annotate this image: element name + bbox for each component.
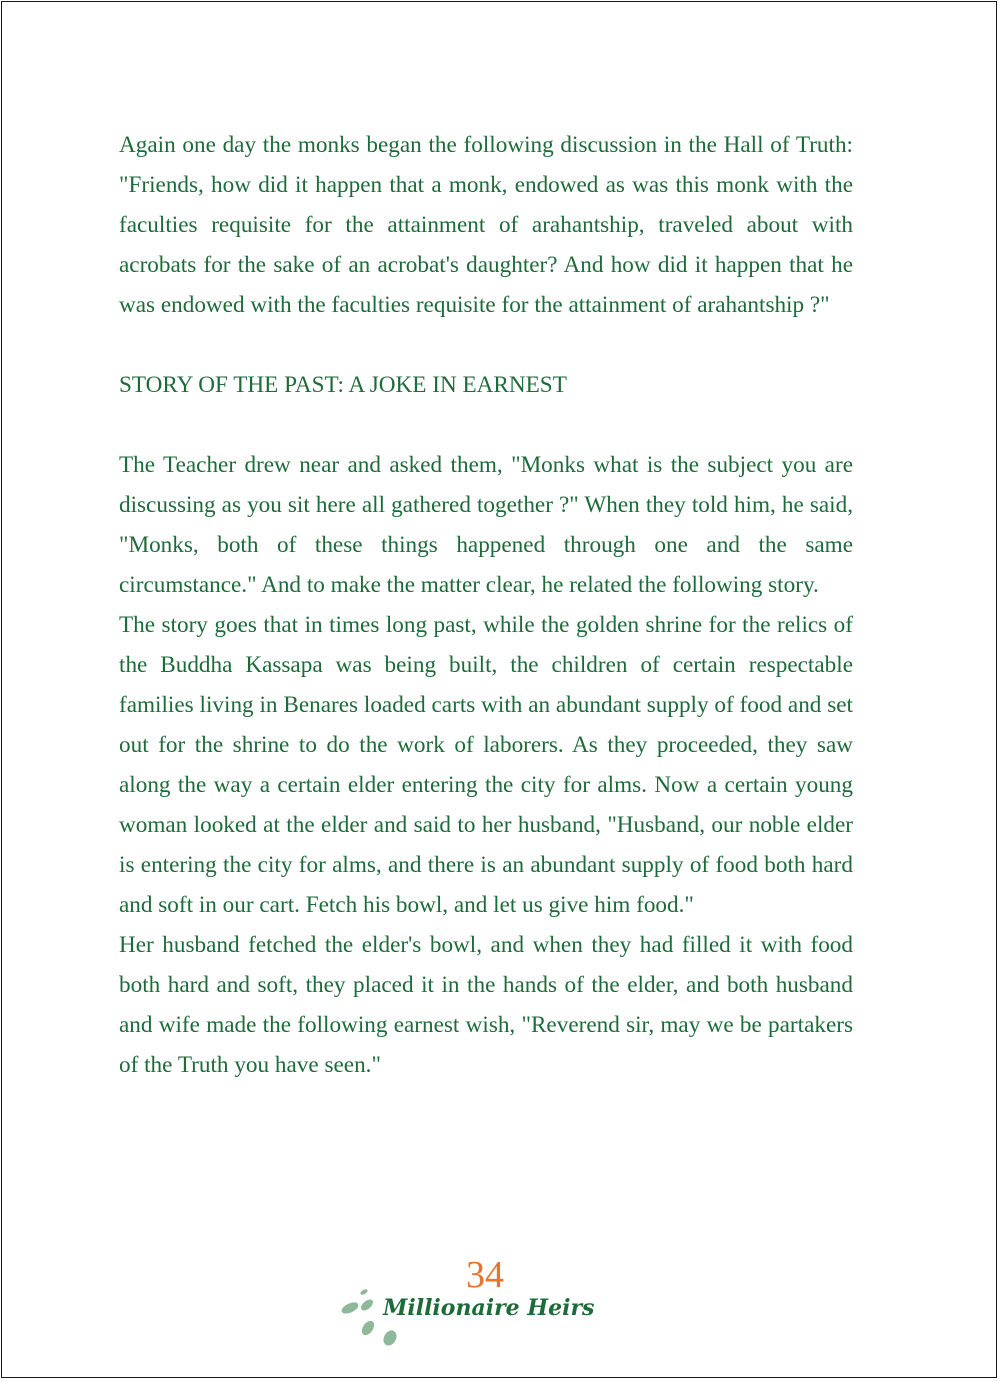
paragraph-spacer xyxy=(119,405,853,445)
page-number: 34 xyxy=(466,1254,504,1296)
section-heading: STORY OF THE PAST: A JOKE IN EARNEST xyxy=(119,372,567,398)
paragraph-spacer xyxy=(119,325,853,365)
paragraph-teacher-asks: The Teacher drew near and asked them, "Monks what is the subject you are discussing as you sit here all gathered together ?" When they told him, he said, "Monks, both of these things happened through one and the same circumstance." And to make the matter clear, he related the following story. xyxy=(119,452,853,598)
paragraph-husband-fetched: Her husband fetched the elder's bowl, and when they had filled it with food both hard and soft, they placed it in the hands of the elder, and both husband and wife made the following earnest wish, "Reverend sir, may we be partakers of the Truth you have seen." xyxy=(119,932,853,1078)
brand-name: Millionaire Heirs xyxy=(383,1295,595,1321)
page-footer xyxy=(0,1255,1000,1365)
paragraph-hall-of-truth: Again one day the monks began the following discussion in the Hall of Truth: "Friends, how did it happen that a monk, endowed as was this monk with the faculties requisite for the attainment of arahantship, traveled about with acrobats for the sake of an acrobat's daughter? And how did it happen that he was endowed with the faculties requisite for the attainment of arahantship ?" xyxy=(119,132,853,318)
page-body xyxy=(119,125,853,1085)
paragraph-story-goes: The story goes that in times long past, while the golden shrine for the relics of the Buddha Kassapa was being built, the children of certain respectable families living in Benares loaded carts with an abundant supply of food and set out for the shrine to do the work of laborers. As they proceeded, they saw along the way a certain elder entering the city for alms. Now a certain young woman looked at the elder and said to her husband, "Husband, our noble elder is entering the city for alms, and there is an abundant supply of food both hard and soft in our cart. Fetch his bowl, and let us give him food." xyxy=(119,612,853,918)
